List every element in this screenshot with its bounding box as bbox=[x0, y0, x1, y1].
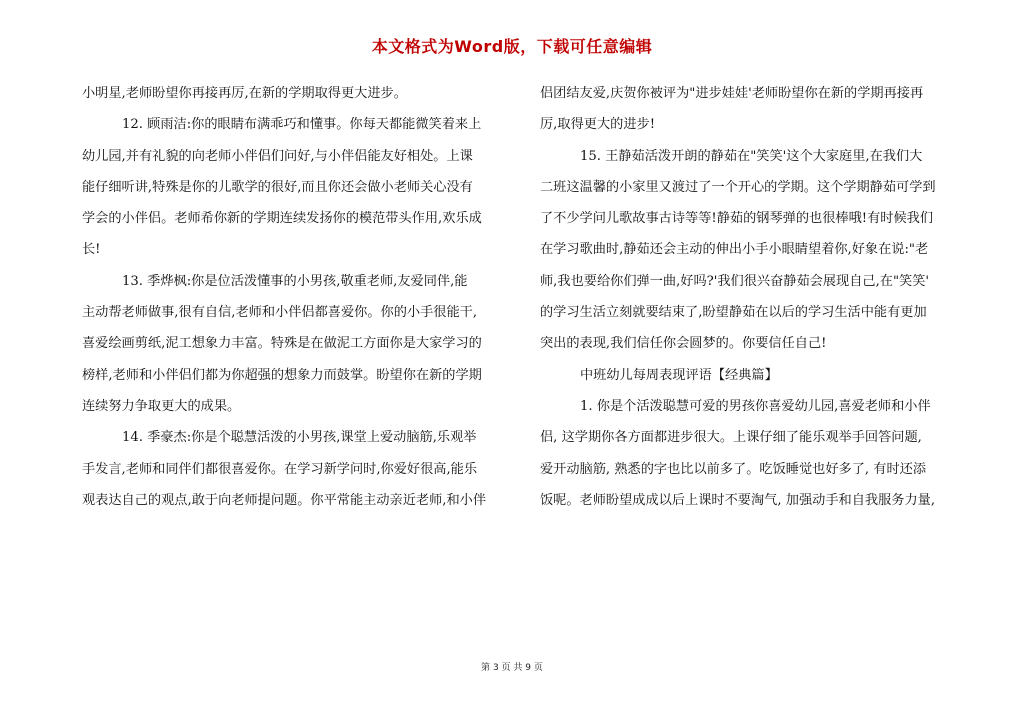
text-line: 爱开动脑筋, 熟悉的字也比以前多了。吃饭睡觉也好多了, 有时还添 bbox=[540, 461, 927, 477]
text-block bbox=[82, 78, 507, 516]
section-heading: 中班幼儿每周表现评语【经典篇】 bbox=[580, 367, 778, 383]
text-line: 师,我也要给你们弹一曲,好吗?'我们很兴奋静茹会展现自己,在"笑笑' bbox=[540, 273, 930, 289]
text-line: 13. 季烨枫:你是位活泼懂事的小男孩,敬重老师,友爱同伴,能 bbox=[122, 273, 468, 289]
text-line: 能仔细听讲,特殊是你的儿歌学的很好,而且你还会做小老师关心没有 bbox=[82, 179, 473, 195]
text-line: 榜样,老师和小伴侣们都为你超强的想象力而鼓掌。盼望你在新的学期 bbox=[82, 367, 482, 383]
text-line: 喜爱绘画剪纸,泥工想象力丰富。特殊是在做泥工方面你是大家学习的 bbox=[82, 336, 482, 352]
text-line: 长! bbox=[82, 242, 101, 258]
text-line: 在学习歌曲时,静茹还会主动的伸出小手小眼睛望着你,好象在说:"老 bbox=[540, 242, 929, 258]
text-line: 幼儿园,并有礼貌的向老师小伴侣们问好,与小伴侣能友好相处。上课 bbox=[82, 148, 473, 164]
text-line: 饭呢。老师盼望成成以后上课时不要淘气, 加强动手和自我服务力量, bbox=[540, 492, 936, 508]
text-line: 15. 王静茹活泼开朗的静茹在"笑笑'这个大家庭里,在我们大 bbox=[580, 148, 923, 164]
text-line: 了不少学问儿歌故事古诗等等!静茹的钢琴弹的也很棒哦!有时候我们 bbox=[540, 211, 934, 227]
right-column bbox=[540, 78, 960, 516]
text-line: 突出的表现,我们信任你会圆梦的。你要信任自己! bbox=[540, 336, 827, 352]
text-line: 的学习生活立刻就要结束了,盼望静茹在以后的学习生活中能有更加 bbox=[540, 305, 927, 321]
text-line: 连续努力争取更大的成果。 bbox=[82, 398, 241, 414]
text-line: 手发言,老师和同伴们都很喜爱你。在学习新学问时,你爱好很高,能乐 bbox=[82, 461, 478, 477]
document-banner: 本文格式为Word版，下载可任意编辑 bbox=[371, 37, 653, 56]
text-line: 1. 你是个活泼聪慧可爱的男孩你喜爱幼儿园,喜爱老师和小伴 bbox=[580, 398, 931, 414]
text-line: 学会的小伴侣。老师希你新的学期连续发扬你的模范带头作用,欢乐成 bbox=[82, 211, 482, 227]
text-line: 观表达自己的观点,敢于向老师提问题。你平常能主动亲近老师,和小伴 bbox=[82, 492, 487, 508]
text-line: 12. 顾雨洁:你的眼睛布满乖巧和懂事。你每天都能微笑着来上 bbox=[122, 117, 482, 133]
text-line: 侣, 这学期你各方面都进步很大。上课仔细了能乐观举手回答问题, bbox=[540, 430, 922, 446]
page-number: 第 3 页 共 9 页 bbox=[481, 663, 543, 673]
text-line: 小明星,老师盼望你再接再厉,在新的学期取得更大进步。 bbox=[82, 86, 407, 101]
text-line: 主动帮老师做事,很有自信,老师和小伴侣都喜爱你。你的小手很能干, bbox=[82, 305, 478, 321]
text-line: 厉,取得更大的进步! bbox=[540, 117, 655, 133]
text-block bbox=[540, 78, 960, 516]
left-column bbox=[82, 78, 507, 516]
text-line: 二班这温馨的小家里又渡过了一个开心的学期。这个学期静茹可学到 bbox=[540, 179, 936, 195]
text-line: 14. 季豪杰:你是个聪慧活泼的小男孩,课堂上爱动脑筋,乐观举 bbox=[122, 430, 477, 446]
text-line: 侣团结友爱,庆贺你被评为"进步娃娃'老师盼望你在新的学期再接再 bbox=[540, 86, 924, 101]
